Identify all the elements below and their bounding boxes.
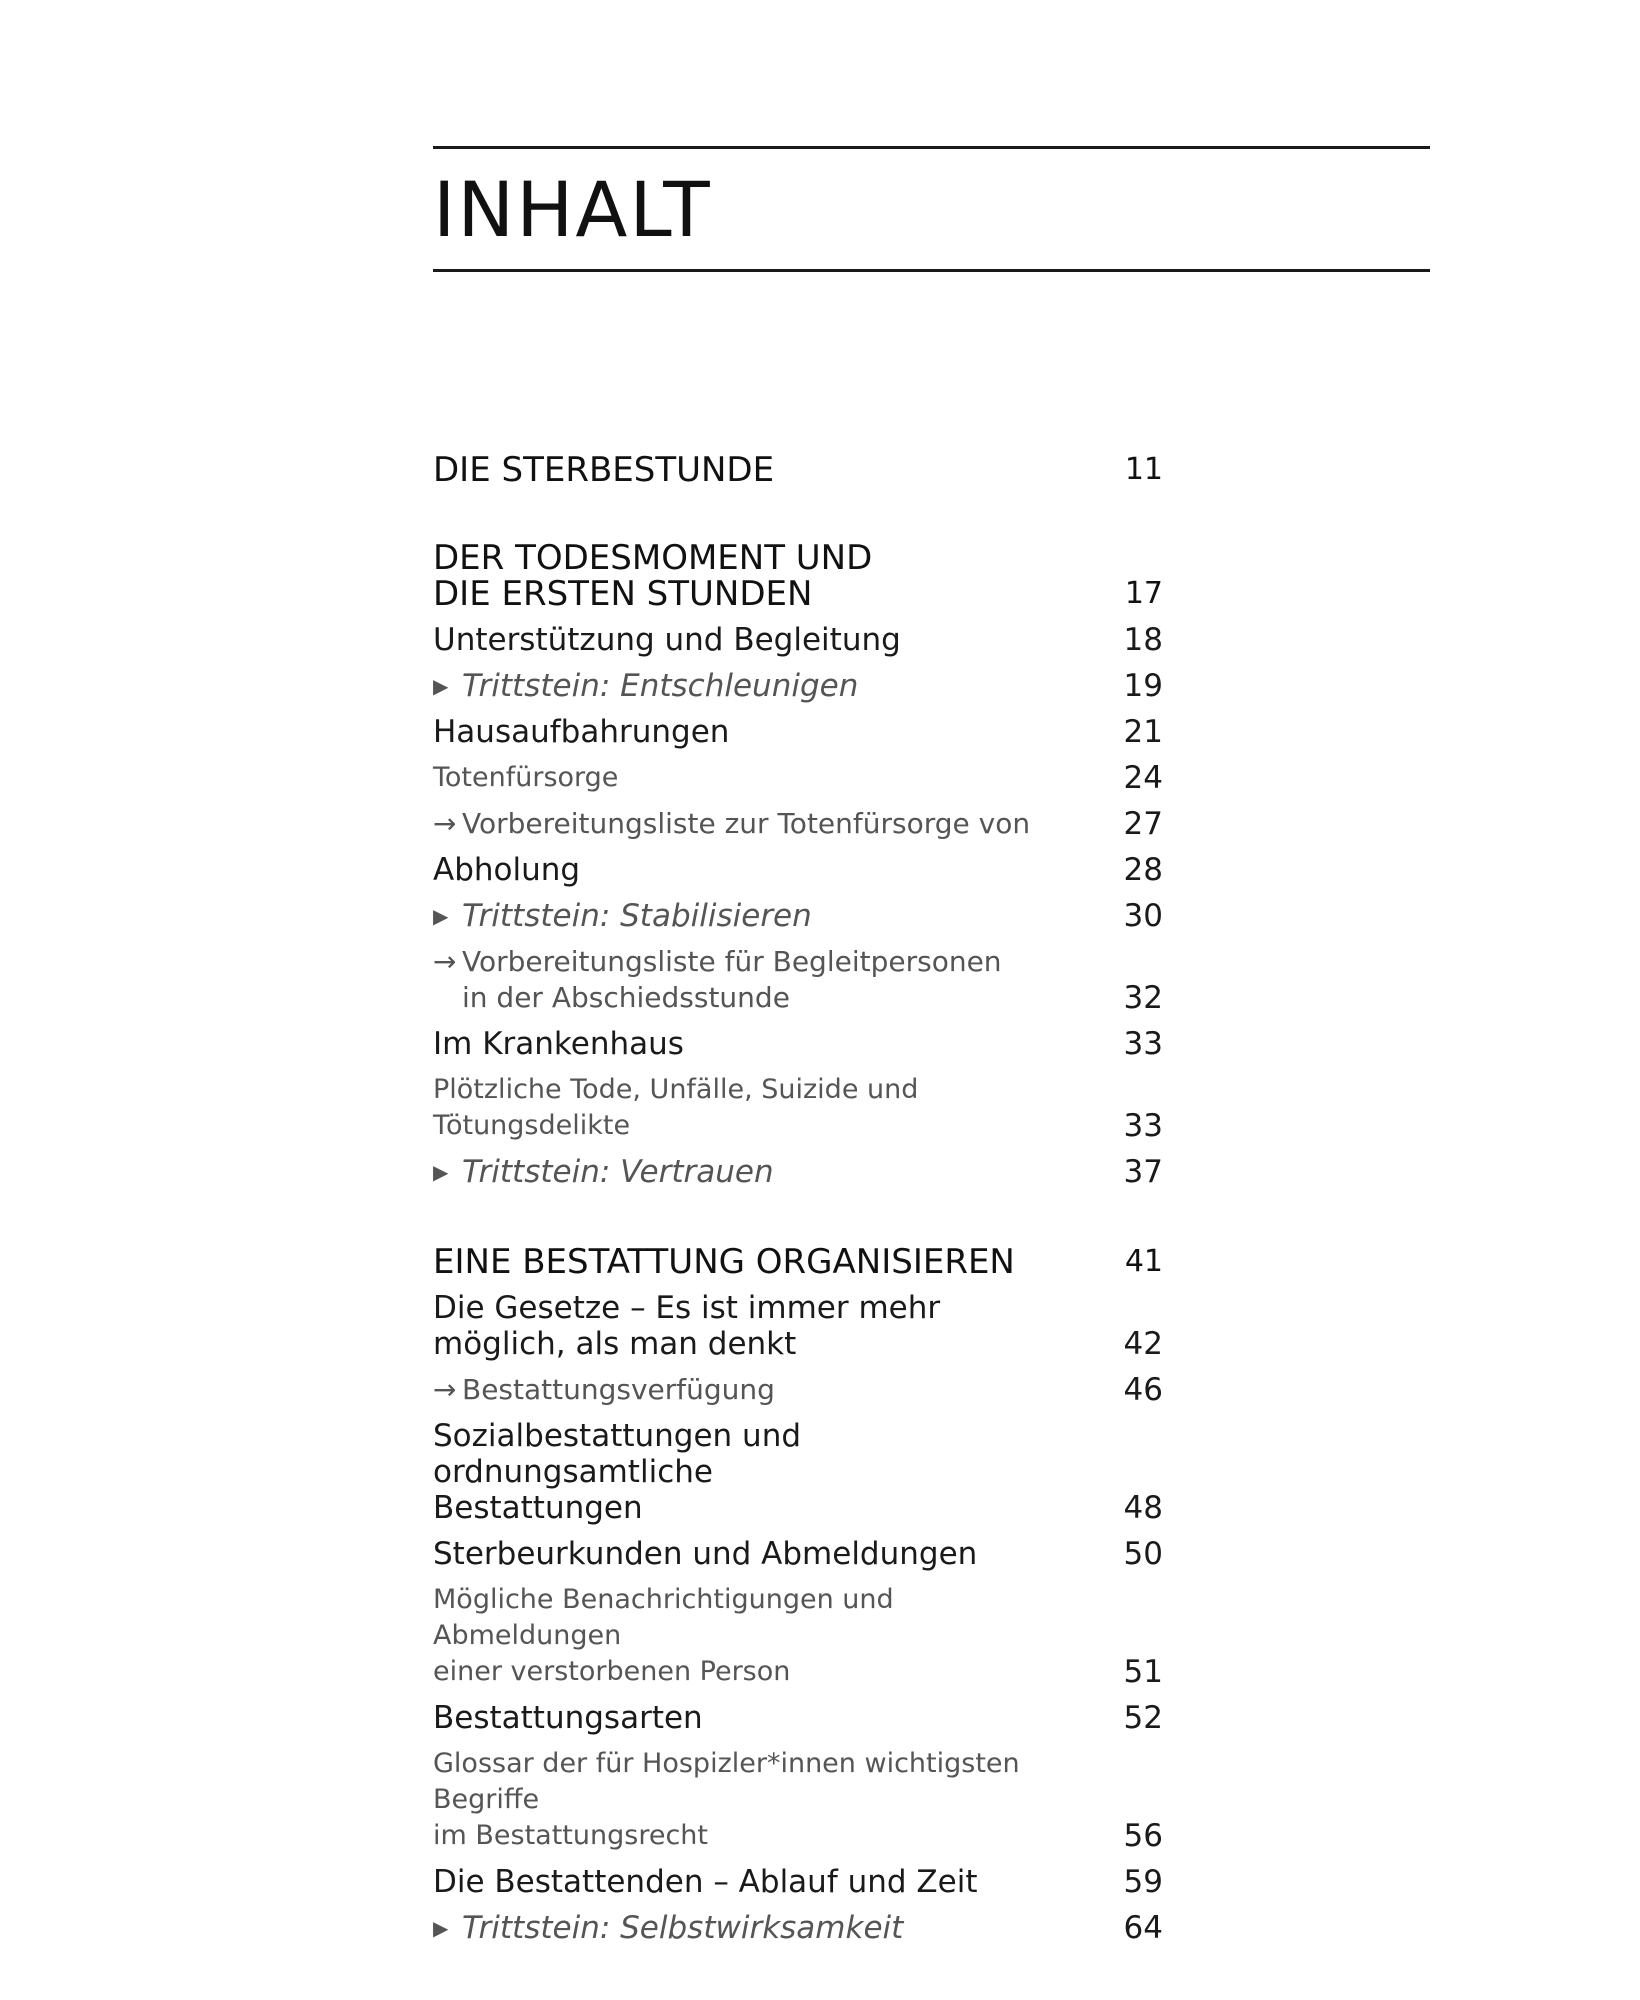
toc-page: 51: [1123, 1654, 1163, 1690]
toc-entry[interactable]: [433, 1026, 1163, 1062]
toc-entry[interactable]: [433, 760, 1163, 796]
toc-title: → Vorbereitungsliste zur Totenfürsorge von: [433, 807, 1031, 840]
arrow-right-icon: →: [433, 807, 457, 840]
toc-title: Die Gesetze – Es ist immer mehr möglich, als man denkt: [433, 1290, 941, 1362]
toc-title: Unterstützung und Begleitung: [433, 622, 901, 658]
toc-page: 33: [1123, 1108, 1163, 1144]
toc-title: Im Krankenhaus: [433, 1026, 684, 1062]
toc-chapter[interactable]: [433, 452, 1163, 488]
page-title: INHALT: [433, 165, 712, 254]
toc-page: 33: [1123, 1026, 1163, 1062]
toc-title: ▶ Trittstein: Vertrauen: [433, 1154, 774, 1190]
triangle-bullet-icon: ▶: [433, 1916, 449, 1940]
toc-title: ▶ Trittstein: Selbstwirksamkeit: [433, 1910, 904, 1946]
toc-title: Sozialbestattungen und ordnungsamtliche Bestattungen: [433, 1418, 802, 1526]
toc-page: 17: [1124, 576, 1163, 611]
toc-title: → Vorbereitungsliste für Begleitpersonen in der Abschiedsstunde: [433, 945, 1002, 1014]
toc-entry[interactable]: [433, 1072, 1163, 1144]
toc-page: 52: [1123, 1700, 1163, 1736]
toc-title: Sterbeurkunden und Abmeldungen: [433, 1536, 978, 1572]
toc-title: Mögliche Benachrichtigungen und Abmeldungen einer verstorbenen Person: [433, 1584, 894, 1687]
toc-entry[interactable]: [433, 1372, 1163, 1408]
toc-title: Totenfürsorge: [433, 762, 619, 793]
triangle-bullet-icon: ▶: [433, 1160, 449, 1184]
toc-entry[interactable]: [433, 668, 1163, 704]
toc-title: Bestattungsarten: [433, 1700, 703, 1736]
toc-entry[interactable]: [433, 898, 1163, 934]
toc-page: 21: [1123, 714, 1163, 750]
toc-title: ▶ Trittstein: Entschleunigen: [433, 668, 859, 704]
toc-page: 30: [1123, 898, 1163, 934]
toc-entry[interactable]: [433, 1154, 1163, 1190]
toc-page: 27: [1123, 806, 1163, 842]
toc-entry[interactable]: [433, 1290, 1163, 1362]
toc-chapter[interactable]: [433, 540, 1163, 612]
arrow-right-icon: →: [433, 945, 457, 978]
toc-title: DIE STERBESTUNDE: [433, 450, 775, 490]
toc-page: 28: [1123, 852, 1163, 888]
toc-entry[interactable]: [433, 1864, 1163, 1900]
toc-title: Abholung: [433, 852, 581, 888]
arrow-right-icon: →: [433, 1373, 457, 1406]
toc-page: 24: [1123, 760, 1163, 796]
toc-title: Plötzliche Tode, Unfälle, Suizide und Tötungsdelikte: [433, 1074, 919, 1141]
toc-title: DER TODESMOMENT UND DIE ERSTEN STUNDEN: [433, 538, 873, 614]
toc-entry[interactable]: [433, 1582, 1163, 1690]
toc-entry[interactable]: [433, 1700, 1163, 1736]
toc-title: Hausaufbahrungen: [433, 714, 730, 750]
toc-page: 59: [1123, 1864, 1163, 1900]
triangle-bullet-icon: ▶: [433, 904, 449, 928]
toc-entry[interactable]: [433, 944, 1163, 1016]
toc-entry[interactable]: [433, 714, 1163, 750]
toc-page: 64: [1123, 1910, 1163, 1946]
toc-entry[interactable]: [433, 1536, 1163, 1572]
triangle-bullet-icon: ▶: [433, 674, 449, 698]
toc-title: Glossar der für Hospizler*innen wichtigsten Begriffe im Bestattungsrecht: [433, 1748, 1020, 1851]
toc-page: 37: [1123, 1154, 1163, 1190]
toc-title: ▶ Trittstein: Stabilisieren: [433, 898, 812, 934]
heading-top-rule: [433, 146, 1430, 149]
toc-title: EINE BESTATTUNG ORGANISIEREN: [433, 1242, 1015, 1282]
toc-page: 56: [1123, 1818, 1163, 1854]
toc-entry[interactable]: [433, 1746, 1163, 1854]
toc-page: 18: [1123, 622, 1163, 658]
toc-entry[interactable]: [433, 622, 1163, 658]
toc-entry[interactable]: [433, 1418, 1163, 1526]
toc-title: Die Bestattenden – Ablauf und Zeit: [433, 1864, 978, 1900]
toc-page: 41: [1124, 1244, 1163, 1279]
toc-page: 11: [1124, 452, 1163, 487]
heading-bottom-rule: [433, 269, 1430, 272]
toc-entry[interactable]: [433, 806, 1163, 842]
toc-page: 42: [1123, 1326, 1163, 1362]
toc-page: 50: [1123, 1536, 1163, 1572]
toc-page: 48: [1123, 1490, 1163, 1526]
toc-page: 46: [1123, 1372, 1163, 1408]
toc-page: 32: [1123, 980, 1163, 1016]
toc-entry[interactable]: [433, 852, 1163, 888]
table-of-contents: [433, 452, 1163, 1946]
toc-entry[interactable]: [433, 1910, 1163, 1946]
toc-chapter[interactable]: [433, 1244, 1163, 1280]
toc-page: 19: [1123, 668, 1163, 704]
toc-title: → Bestattungsverfügung: [433, 1373, 775, 1406]
